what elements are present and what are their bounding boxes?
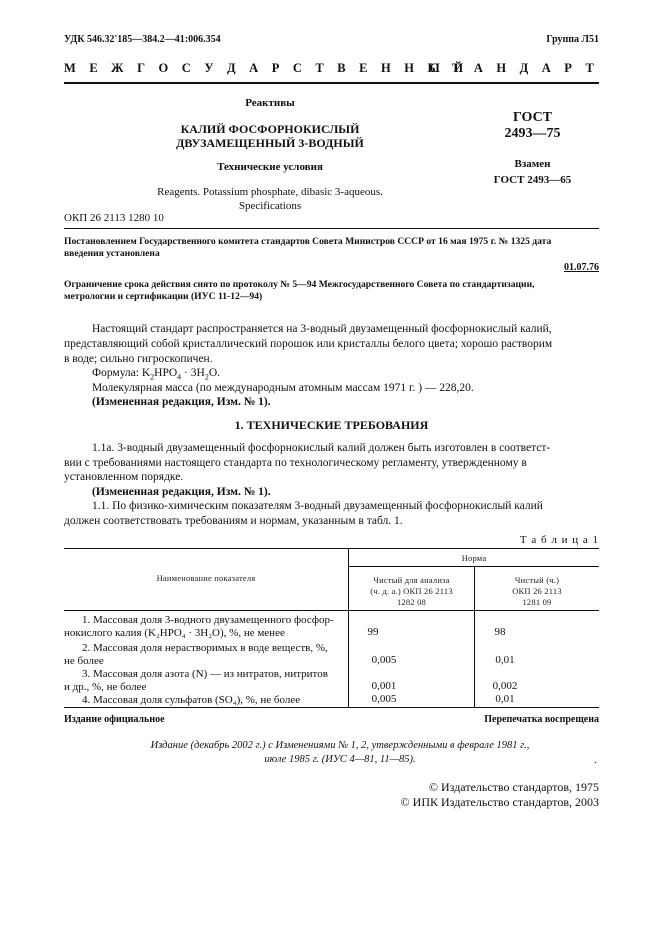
p11a-line-3: установленном порядке. bbox=[64, 471, 184, 483]
header-rule bbox=[64, 82, 599, 84]
table-top-rule bbox=[64, 548, 599, 549]
group-code: Группа Л51 bbox=[546, 34, 599, 45]
p11-line-2: должен соответствовать требованиям и нормам, указанным в табл. 1. bbox=[64, 515, 403, 527]
decree-line-1: Постановлением Государственного комитета стандартов Совета Министров СССР от 16 мая 1975 г. № 1325 дата bbox=[64, 236, 552, 247]
table-header-rule bbox=[64, 610, 599, 611]
limit-line-1: Ограничение срока действия снято по протоколу № 5—94 Межгосударственного Совета по стандартизации, bbox=[64, 279, 535, 290]
title-rule bbox=[64, 228, 599, 229]
col-header-pure: Чистый (ч.) ОКП 26 2113 1281 09 bbox=[512, 575, 562, 607]
edition-dot: . bbox=[594, 754, 597, 766]
banner-interstate: М Е Ж Г О С У Д А Р С Т В Е Н Н Ы Й bbox=[64, 61, 469, 75]
table-row-2-value-b: 0,01 bbox=[495, 654, 515, 666]
col-header-pure-analysis: Чистый для анализа (ч. д. а.) ОКП 26 2113 1282 08 bbox=[370, 575, 453, 607]
english-title-line-1: Reagents. Potassium phosphate, dibasic 3-aqueous. bbox=[157, 186, 383, 198]
intro-line-2: представляющий собой кристаллический порошок или кристаллы белого цвета; хорошо растворим bbox=[64, 338, 553, 350]
replaces-value: ГОСТ 2493—65 bbox=[493, 174, 572, 186]
limit-line-2: метрологии и сертификации (ИУС 11-12—94) bbox=[64, 291, 263, 302]
udk-code: УДК 546.32'185—384.2—41:006.354 bbox=[64, 34, 221, 45]
amendment-note-2: (Измененная редакция, Изм. № 1). bbox=[92, 486, 271, 498]
official-edition: Издание официальное bbox=[64, 714, 165, 725]
table-row-3-value-b: 0,002 bbox=[492, 680, 518, 692]
table-bottom-rule bbox=[64, 707, 599, 708]
table-row-4-value-a: 0,005 bbox=[371, 693, 397, 705]
table-row-2-line-1: 2. Массовая доля нерастворимых в воде веществ, %, bbox=[82, 642, 328, 654]
gost-label: ГОСТ bbox=[512, 110, 553, 125]
category: Реактивы bbox=[245, 97, 295, 109]
table-row-1-line-2: нокислого калия (K₂HPO₄ · 3H₂O), %, не менее bbox=[64, 627, 285, 639]
gost-number: 2493—75 bbox=[504, 126, 561, 141]
table-row-4-value-b: 0,01 bbox=[495, 693, 515, 705]
table-row-1-value-b: 98 bbox=[494, 626, 506, 638]
reprint-prohibited: Перепечатка воспрещена bbox=[484, 714, 599, 725]
table-norm-rule bbox=[349, 566, 599, 567]
col-header-norm: Норма bbox=[461, 553, 487, 563]
p11a-line-2: вии с требованиями настоящего стандарта по технологическому регламенту, утвержденному в bbox=[64, 457, 527, 469]
table-row-3-line-2: и др., %, не более bbox=[64, 681, 147, 693]
okp-code: ОКП 26 2113 1280 10 bbox=[64, 212, 164, 224]
p11-line-1: 1.1. По физико-химическим показателям 3-водный двузамещенный фосфорнокислый калий bbox=[92, 500, 543, 512]
table-row-3-line-1: 3. Массовая доля азота (N) — из нитратов, нитритов bbox=[82, 668, 328, 680]
banner-standard: С Т А Н Д А Р Т bbox=[429, 61, 599, 75]
p11a-line-1: 1.1а. 3-водный двузамещенный фосфорнокислый калий должен быть изготовлен в соответст- bbox=[92, 442, 551, 454]
effective-date: 01.07.76 bbox=[564, 262, 599, 273]
table-row-1-value-a: 99 bbox=[367, 626, 379, 638]
edition-line-1: Издание (декабрь 2002 г.) с Изменениями № 1, 2, утвержденными в феврале 1981 г., bbox=[150, 740, 530, 751]
decree-line-2: введения установлена bbox=[64, 248, 160, 259]
intro-line-1: Настоящий стандарт распространяется на 3-водный двузамещенный фосфорнокислый калий, bbox=[92, 323, 552, 335]
title-line-1: КАЛИЙ ФОСФОРНОКИСЛЫЙ bbox=[180, 122, 360, 136]
title-line-2: ДВУЗАМЕЩЕННЫЙ 3-ВОДНЫЙ bbox=[176, 136, 364, 150]
edition-line-2: июле 1985 г. (ИУС 4—81, 11—85). bbox=[264, 754, 416, 765]
col-header-name: Наименование показателя bbox=[156, 573, 256, 583]
table-caption: Т а б л и ц а 1 bbox=[519, 534, 599, 546]
amendment-note-1: (Измененная редакция, Изм. № 1). bbox=[92, 396, 271, 408]
table-row-2-line-2: не более bbox=[64, 655, 104, 667]
subtitle: Технические условия bbox=[217, 161, 323, 173]
section-heading: 1. ТЕХНИЧЕСКИЕ ТРЕБОВАНИЯ bbox=[234, 418, 429, 432]
copyright-1975: © Издательство стандартов, 1975 bbox=[428, 780, 599, 794]
formula: Формула: $K_2HPO_4 \cdot 3H_2O$. bbox=[92, 367, 220, 382]
table-row-2-value-a: 0,005 bbox=[371, 654, 397, 666]
table-row-1-line-1: 1. Массовая доля 3-водного двузамещенного фосфор- bbox=[82, 614, 334, 626]
molecular-mass: Молекулярная масса (по международным атомным массам 1971 г. ) — 228,20. bbox=[92, 382, 474, 394]
english-title-line-2: Specifications bbox=[238, 200, 302, 212]
table-row-4-line-1: 4. Массовая доля сульфатов (SO₄), %, не более bbox=[82, 694, 301, 706]
copyright-2003: © ИПК Издательство стандартов, 2003 bbox=[400, 795, 599, 809]
intro-line-3: в воде; сильно гигроскопичен. bbox=[64, 353, 213, 365]
replaces-label: Взамен bbox=[514, 158, 551, 170]
table-row-3-value-a: 0,001 bbox=[371, 680, 397, 692]
